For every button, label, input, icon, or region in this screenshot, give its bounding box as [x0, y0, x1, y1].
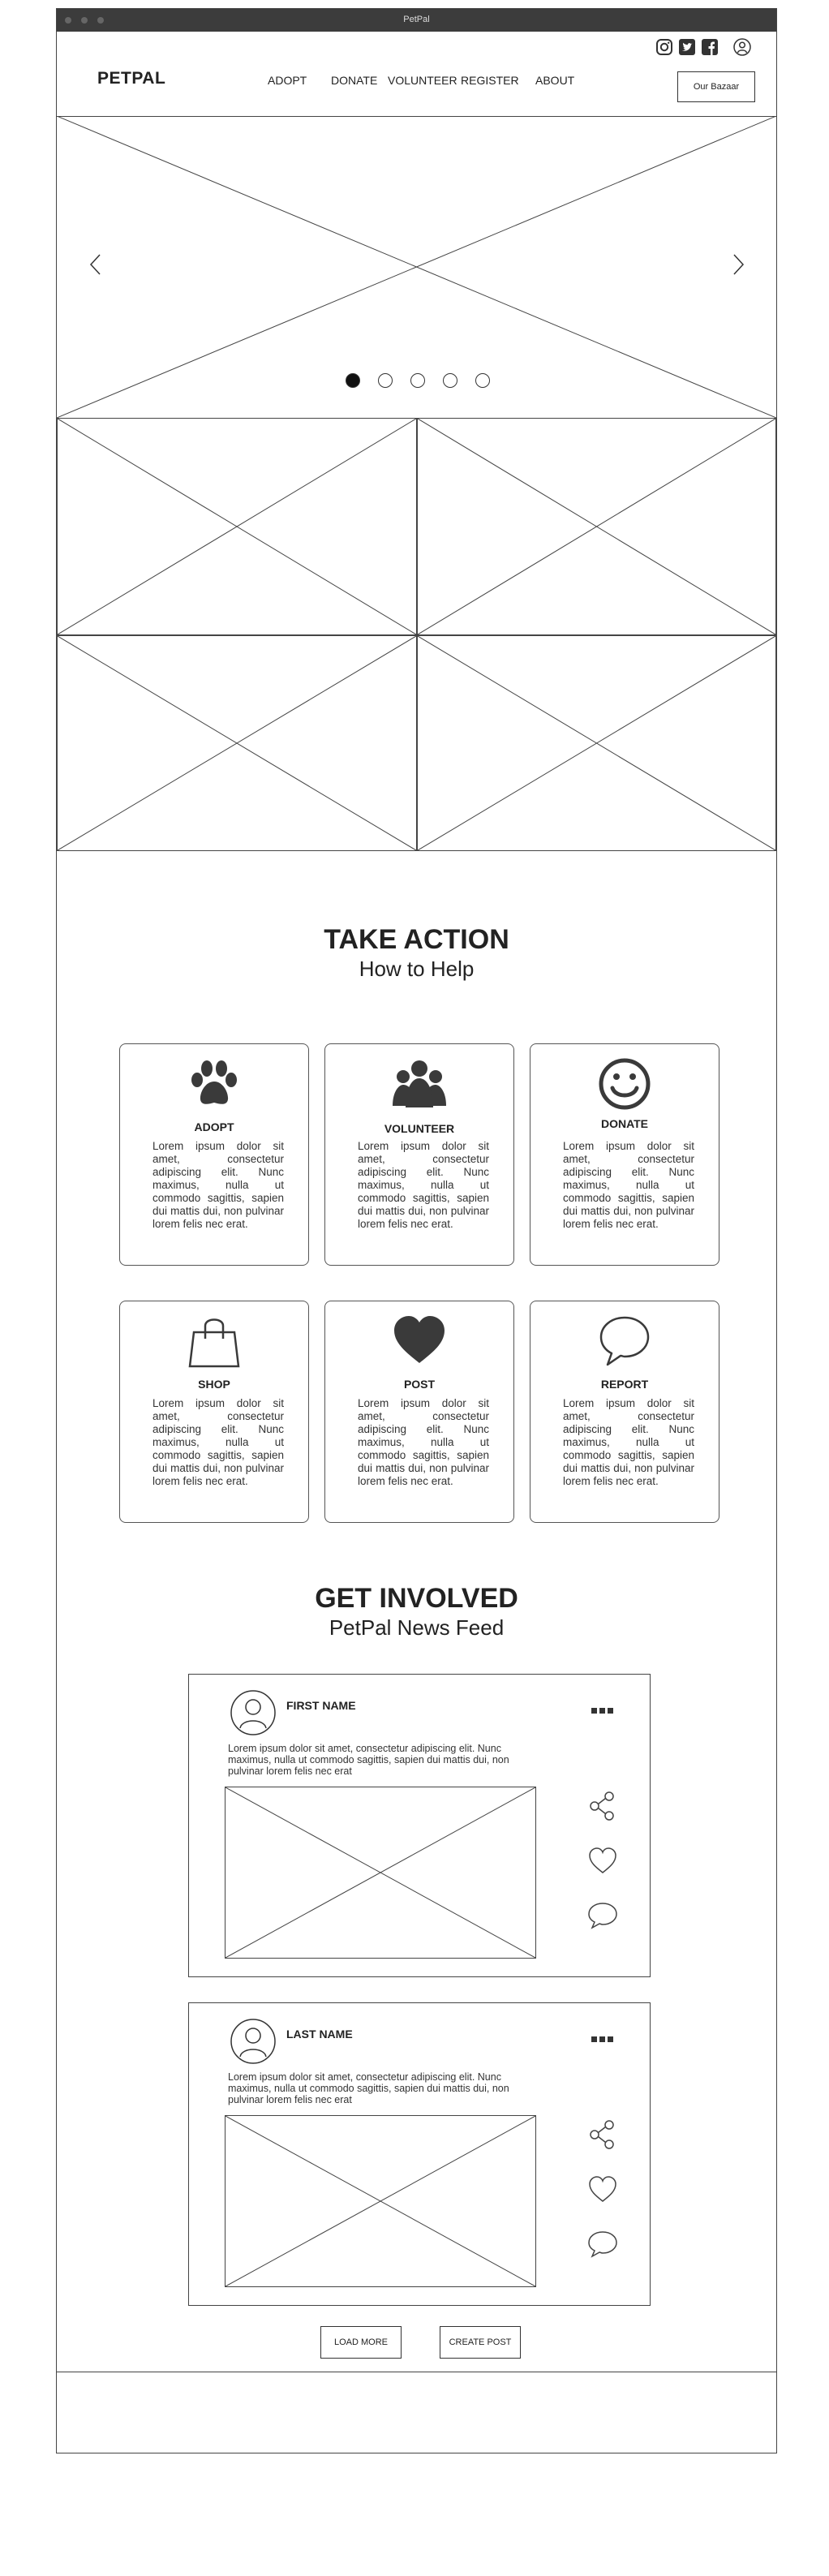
card-text: Lorem ipsum dolor sit amet, consectetur adipiscing elit. Nunc maximus, nulla ut commodo sagittis, sapien dui mattis dui, non pulvinar lorem felis nec erat.: [563, 1140, 694, 1230]
news-post: [188, 1674, 651, 1977]
carousel-dot-2[interactable]: [378, 373, 393, 388]
more-options-icon[interactable]: [591, 2036, 614, 2044]
post-text: Lorem ipsum dolor sit amet, consectetur adipiscing elit. Nunc maximus, nulla ut commodo sagittis, sapien dui mattis dui, non pulvinar lorem felis nec erat: [228, 2071, 509, 2105]
post-text: Lorem ipsum dolor sit amet, consectetur adipiscing elit. Nunc maximus, nulla ut commodo sagittis, sapien dui mattis dui, non pulvinar lorem felis nec erat: [228, 1743, 509, 1777]
site-logo[interactable]: PETPAL: [97, 69, 166, 88]
card-text: Lorem ipsum dolor sit amet, consectetur adipiscing elit. Nunc maximus, nulla ut commodo sagittis, sapien dui mattis dui, non pulvinar lorem felis nec erat.: [563, 1397, 694, 1487]
more-options-icon[interactable]: [591, 1707, 614, 1715]
card-label: SHOP: [198, 1378, 230, 1391]
comment-icon[interactable]: [586, 2227, 619, 2260]
card-label: ADOPT: [194, 1120, 234, 1133]
nav-about[interactable]: ABOUT: [535, 74, 575, 87]
avatar-icon[interactable]: [230, 2018, 277, 2065]
action-card-post[interactable]: [324, 1301, 514, 1523]
smiley-icon: [596, 1057, 653, 1111]
heart-icon: [391, 1314, 448, 1368]
card-label: POST: [403, 1378, 436, 1391]
load-more-button[interactable]: LOAD MORE: [320, 2326, 402, 2359]
post-author-name[interactable]: FIRST NAME: [286, 1699, 356, 1712]
like-heart-icon[interactable]: [586, 2174, 619, 2206]
carousel-next-arrow[interactable]: [730, 252, 746, 277]
carousel-dot-1[interactable]: [346, 373, 360, 388]
speech-bubble-icon: [596, 1314, 653, 1368]
twitter-icon[interactable]: [678, 38, 696, 56]
action-card-donate[interactable]: [530, 1043, 719, 1266]
action-card-report[interactable]: [530, 1301, 719, 1523]
action-card-shop[interactable]: [119, 1301, 309, 1523]
group-icon: [391, 1057, 448, 1111]
browser-window: [56, 8, 777, 2453]
create-post-button[interactable]: CREATE POST: [440, 2326, 521, 2359]
nav-register[interactable]: REGISTER: [461, 74, 519, 87]
action-card-adopt[interactable]: [119, 1043, 309, 1266]
gallery-image[interactable]: [57, 635, 417, 851]
carousel-dot-3[interactable]: [410, 373, 425, 388]
get-involved-title: GET INVOLVED: [315, 1583, 518, 1614]
nav-adopt[interactable]: ADOPT: [268, 74, 307, 87]
share-icon[interactable]: [586, 1790, 619, 1822]
footer: [57, 2372, 776, 2453]
gallery-image[interactable]: [57, 418, 417, 635]
nav-volunteer[interactable]: VOLUNTEER: [388, 74, 457, 87]
window-title: PetPal: [403, 15, 430, 24]
take-action-title: TAKE ACTION: [324, 924, 509, 955]
post-image-placeholder[interactable]: [225, 2115, 536, 2287]
carousel-dot-4[interactable]: [443, 373, 457, 388]
take-action-subtitle: How to Help: [359, 957, 475, 981]
post-author-name[interactable]: LAST NAME: [286, 2028, 353, 2041]
avatar-icon[interactable]: [230, 1689, 277, 1736]
instagram-icon[interactable]: [655, 38, 673, 56]
card-text: Lorem ipsum dolor sit amet, consectetur adipiscing elit. Nunc maximus, nulla ut commodo sagittis, sapien dui mattis dui, non pulvinar lorem felis nec erat.: [358, 1140, 489, 1230]
nav-donate[interactable]: DONATE: [331, 74, 378, 87]
card-label: DONATE: [600, 1117, 649, 1130]
card-label: REPORT: [600, 1378, 649, 1391]
carousel-prev-arrow[interactable]: [88, 252, 104, 277]
carousel-dot-5[interactable]: [475, 373, 490, 388]
gallery-image[interactable]: [417, 418, 776, 635]
card-text: Lorem ipsum dolor sit amet, consectetur adipiscing elit. Nunc maximus, nulla ut commodo sagittis, sapien dui mattis dui, non pulvinar lorem felis nec erat.: [152, 1140, 284, 1230]
share-icon[interactable]: [586, 2118, 619, 2151]
user-profile-icon[interactable]: [733, 38, 751, 56]
action-card-volunteer[interactable]: [324, 1043, 514, 1266]
paw-icon: [186, 1057, 243, 1111]
window-titlebar: [57, 9, 776, 32]
like-heart-icon[interactable]: [586, 1845, 619, 1877]
our-bazaar-button[interactable]: Our Bazaar: [677, 71, 755, 102]
card-text: Lorem ipsum dolor sit amet, consectetur adipiscing elit. Nunc maximus, nulla ut commodo sagittis, sapien dui mattis dui, non pulvinar lorem felis nec erat.: [152, 1397, 284, 1487]
news-post: [188, 2002, 651, 2306]
shopping-bag-icon: [186, 1314, 243, 1368]
post-image-placeholder[interactable]: [225, 1787, 536, 1959]
gallery-image[interactable]: [417, 635, 776, 851]
card-text: Lorem ipsum dolor sit amet, consectetur adipiscing elit. Nunc maximus, nulla ut commodo sagittis, sapien dui mattis dui, non pulvinar lorem felis nec erat.: [358, 1397, 489, 1487]
comment-icon[interactable]: [586, 1899, 619, 1931]
get-involved-subtitle: PetPal News Feed: [329, 1615, 505, 1640]
facebook-icon[interactable]: [701, 38, 719, 56]
card-label: VOLUNTEER: [384, 1122, 455, 1135]
